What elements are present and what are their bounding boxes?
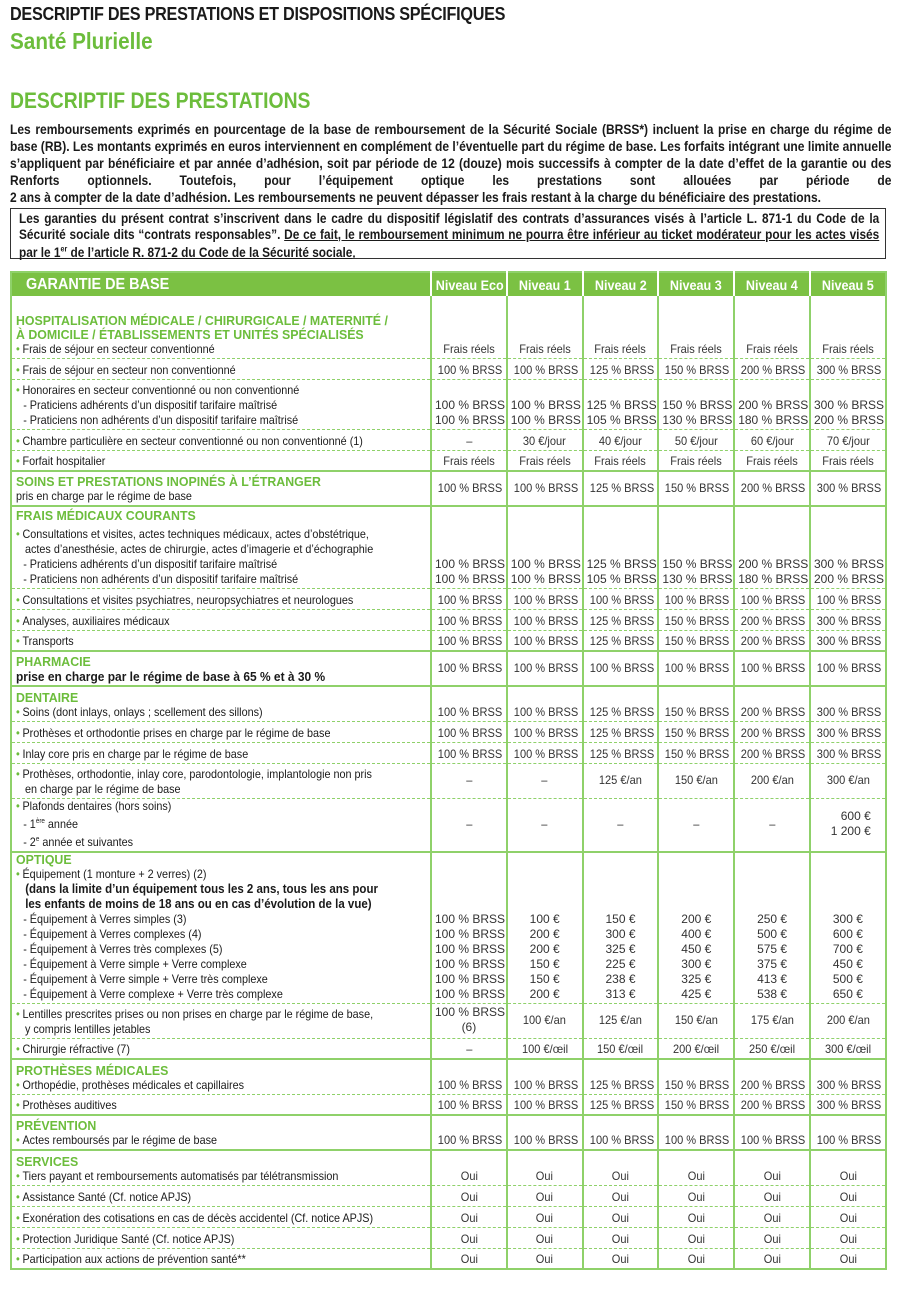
row-label: Actes remboursés par le régime de base (22, 1133, 217, 1147)
category-dentaire: DENTAIRE (16, 689, 79, 705)
bullet-icon: • (16, 433, 20, 448)
table-row: • Prothèses auditives 100 % BRSS 100 % BRSS 125 % BRSS 150 % BRSS 200 % BRSS 300 % BRSS (11, 1094, 886, 1115)
header-level-3: Niveau 3 (658, 272, 734, 296)
bullet-icon: • (16, 1077, 20, 1092)
category-protheses: PROTHÈSES MÉDICALES (16, 1062, 169, 1078)
row-label: Orthopédie, prothèses médicales et capillaires (22, 1077, 245, 1092)
row-sublabel: - Praticiens adhérents d’un dispositif tarifaire maîtrisé (23, 556, 278, 571)
bullet-icon: • (16, 526, 20, 541)
row-label-cont: en charge par le régime de base (25, 781, 181, 796)
table-row: HOSPITALISATION MÉDICALE / CHIRURGICALE / MATERNITÉ / À DOMICILE / ÉTABLISSEMENTS ET UNITÉS SPÉCIALISÉS • Frais de séjour en secteur conventionné Frais réels Frais réels Frais réels Frais réels Frais réels Frais réels (11, 296, 886, 358)
bullet-icon: • (16, 746, 20, 761)
row-sublabel: - Praticiens non adhérents d’un dispositif tarifaire maîtrisé (23, 571, 299, 586)
table-row: • Assistance Santé (Cf. notice APJS) Oui Oui Oui Oui Oui Oui (11, 1185, 886, 1206)
section-title: DESCRIPTIF DES PRESTATIONS (10, 88, 311, 113)
header-level-2: Niveau 2 (583, 272, 659, 296)
row-label: prise en charge par le régime de base à 65 % et à 30 % (16, 669, 326, 684)
table-row: • Prothèses et orthodontie prises en charge par le régime de base 100 % BRSS 100 % BRSS 125 % BRSS 150 % BRSS 200 % BRSS 300 % BRSS (11, 721, 886, 742)
row-label: Prothèses, orthodontie, inlay core, parodontologie, implantologie non pris (22, 766, 372, 781)
bullet-icon: • (16, 362, 20, 377)
table-row: • Inlay core pris en charge par le régime de base 100 % BRSS 100 % BRSS 125 % BRSS 150 % BRSS 200 % BRSS 300 % BRSS (11, 742, 886, 763)
row-sublabel: - Équipement à Verre simple + Verre complexe (23, 956, 247, 971)
table-row: PROTHÈSES MÉDICALES • Orthopédie, prothèses médicales et capillaires 100 % BRSS 100 % BRSS 125 % BRSS 150 % BRSS 200 % BRSS 300 % BRSS (11, 1059, 886, 1094)
row-label: Consultations et visites psychiatres, neuropsychiatres et neurologues (22, 592, 354, 607)
category-services: SERVICES (16, 1153, 79, 1169)
row-label: Plafonds dentaires (hors soins) (22, 798, 172, 813)
row-label: Frais de séjour en secteur non conventionné (22, 362, 236, 377)
notice-end: . (352, 245, 356, 261)
header-level-eco: Niveau Eco (431, 272, 507, 296)
category-pharmacie: PHARMACIE (16, 654, 91, 669)
bullet-icon: • (16, 341, 20, 356)
row-label: Protection Juridique Santé (Cf. notice APJS) (22, 1231, 235, 1246)
table-row: • Plafonds dentaires (hors soins) - 1ère année - 2e année et suivantes – – – – – 600 € 1 200 € (11, 798, 886, 852)
bullet-icon: • (16, 1042, 20, 1056)
row-label: Transports (22, 634, 74, 648)
row-sublabel: - Équipement à Verre simple + Verre très complexe (23, 971, 268, 986)
table-row: SERVICES • Tiers payant et remboursements automatisés par télétransmission Oui Oui Oui Oui Oui Oui (11, 1150, 886, 1185)
bullet-icon: • (16, 766, 20, 781)
row-label: Honoraires en secteur conventionné ou non conventionné (22, 382, 300, 397)
row-label-cont: actes d’anesthésie, actes de chirurgie, actes d’imagerie et d’échographie (25, 541, 374, 556)
row-sublabel: - Praticiens adhérents d’un dispositif tarifaire maîtrisé (23, 397, 278, 412)
table-row: • Lentilles prescrites prises ou non prises en charge par le régime de base, y compris lentilles jetables 100 % BRSS (6) 100 €/an 125 €/an 150 €/an 175 €/an 200 €/an (11, 1003, 886, 1038)
row-sublabel: - Équipement à Verres complexes (4) (23, 926, 202, 941)
product-name: Santé Plurielle (10, 28, 153, 54)
table-row: • Honoraires en secteur conventionné ou non conventionné - Praticiens adhérents d’un dispositif tarifaire maîtrisé - Praticiens non adhérents d’un dispositif tarifaire maîtrisé 100 % BRSS 100 % BRSS 100 % BRSS 100 % BRSS 125 % BRSS 105 % BRSS 150 % BRSS 130 % BRSS 200 % BRSS 180 % BRSS 300 % BRSS 200 % BRSS (11, 379, 886, 429)
bullet-icon: • (16, 704, 20, 719)
bullet-icon: • (16, 1098, 20, 1112)
bullet-icon: • (16, 1231, 20, 1246)
table-row: • Chirurgie réfractive (7) – 100 €/œil 150 €/œil 200 €/œil 250 €/œil 300 €/œil (11, 1038, 886, 1059)
table-row: PRÉVENTION • Actes remboursés par le régime de base 100 % BRSS 100 % BRSS 100 % BRSS 100 % BRSS 100 % BRSS 100 % BRSS (11, 1115, 886, 1150)
row-label-cont: y compris lentilles jetables (25, 1021, 151, 1036)
table-row: • Participation aux actions de prévention santé** Oui Oui Oui Oui Oui Oui (11, 1248, 886, 1269)
category-prevention: PRÉVENTION (16, 1118, 97, 1133)
row-sublabel: - Équipement à Verre complexe + Verre très complexe (23, 986, 283, 1001)
header-garantie: GARANTIE DE BASE (11, 272, 431, 296)
bullet-icon: • (16, 725, 20, 740)
row-label: Prothèses auditives (22, 1098, 117, 1112)
row-label: pris en charge par le régime de base (16, 489, 192, 503)
row-label: Exonération des cotisations en cas de décès accidentel (Cf. notice APJS) (22, 1210, 374, 1225)
table-row: • Consultations et visites psychiatres, neuropsychiatres et neurologues 100 % BRSS 100 % BRSS 100 % BRSS 100 % BRSS 100 % BRSS 100 % BRSS (11, 588, 886, 609)
row-label: Frais de séjour en secteur conventionné (22, 341, 215, 356)
row-label: Inlay core pris en charge par le régime de base (22, 746, 249, 761)
row-label: Chambre particulière en secteur conventionné ou non conventionné (1) (22, 433, 363, 448)
intro-paragraph (10, 121, 891, 206)
table-row: • Protection Juridique Santé (Cf. notice APJS) Oui Oui Oui Oui Oui Oui (11, 1227, 886, 1248)
bullet-icon: • (16, 1252, 20, 1266)
table-header-row (11, 272, 886, 296)
row-label: Consultations et visites, actes techniques médicaux, actes d’obstétrique, (22, 526, 369, 541)
row-label: Assistance Santé (Cf. notice APJS) (22, 1189, 192, 1204)
table-row: DENTAIRE • Soins (dont inlays, onlays ; scellement des sillons) 100 % BRSS 100 % BRSS 125 % BRSS 150 % BRSS 200 % BRSS 300 % BRSS (11, 686, 886, 721)
row-note: (dans la limite d’un équipement tous les 2 ans, tous les ans pour (25, 881, 378, 896)
document-title: DESCRIPTIF DES PRESTATIONS ET DISPOSITIONS SPÉCIFIQUES (10, 4, 506, 24)
notice-text: Les garanties du présent contrat s’inscrivent dans le cadre du dispositif législatif des contrats d’assurances visés à l’article L. 871-1 du Code de la Sécurité sociale dits “contrats responsables”. (19, 211, 880, 242)
table-row: • Analyses, auxiliaires médicaux 100 % BRSS 100 % BRSS 125 % BRSS 150 % BRSS 200 % BRSS 300 % BRSS (11, 609, 886, 630)
row-label: Chirurgie réfractive (7) (22, 1042, 130, 1056)
category-hospitalisation-line2: À DOMICILE / ÉTABLISSEMENTS ET UNITÉS SPÉCIALISÉS (16, 326, 364, 342)
category-optique: OPTIQUE (16, 851, 72, 867)
category-hospitalisation: HOSPITALISATION MÉDICALE / CHIRURGICALE / MATERNITÉ / (16, 312, 388, 328)
category-frais-medicaux: FRAIS MÉDICAUX COURANTS (16, 507, 196, 523)
row-sublabel: - Équipement à Verres simples (3) (23, 911, 187, 926)
table-row: • Transports 100 % BRSS 100 % BRSS 125 % BRSS 150 % BRSS 200 % BRSS 300 % BRSS (11, 630, 886, 651)
bullet-icon: • (16, 454, 20, 468)
row-label: Participation aux actions de prévention santé** (22, 1252, 246, 1266)
table-row: SOINS ET PRESTATIONS INOPINÉS À L’ÉTRANGER pris en charge par le régime de base 100 % BRSS 100 % BRSS 125 % BRSS 150 % BRSS 200 % BRSS 300 % BRSS (11, 471, 886, 506)
intro-text: Les remboursements exprimés en pourcentage de la base de remboursement de la Sécurité Sociale (BRSS*) incluent la prise en charge du régime de base (RB). Les montants exprimés en euros interviennent en complément de l’éventuelle part du régime de base. Les forfaits intégrant une limite annuelle s’appliquent par bénéficiaire et par année d’adhésion, soit par période de 12 (douze) mois successifs à compter de la date d’effet de la garantie ou des Renforts optionnels. Toutefois, pour l’équipement optique les prestations sont allouées par période de (10, 122, 892, 188)
table-row: • Prothèses, orthodontie, inlay core, parodontologie, implantologie non pris en charge par le régime de base – – 125 €/an 150 €/an 200 €/an 300 €/an (11, 763, 886, 798)
bullet-icon: • (16, 1210, 20, 1225)
row-label: Tiers payant et remboursements automatisés par télétransmission (22, 1168, 339, 1183)
table-row: OPTIQUE • Équipement (1 monture + 2 verres) (2) (dans la limite d’un équipement tous les 2 ans, tous les ans pour les enfants de moins de 18 ans ou en cas d’évolution de la vue) - Équipement à Verres simples (3) - Équipement à Verres complexes (4) - Équipement à Verres très complexes (5) - Équipement à Verre simple + Verre complexe - Équipement à Verre simple + Verre très complexe - Équipement à Verre complexe + Verre très complexe 100 % BRSS 100 % BRSS 100 % BRSS 100 % BRSS 100 % BRSS 100 % BRSS 100 € 200 € 200 € 150 € 150 € 200 € 150 € 300 € 325 € 225 € 238 € 313 € 200 € 400 € 450 € 300 € 325 € 425 € 250 € 500 € 575 € 375 € 413 € 538 € 300 € 600 € 700 € 450 € 500 € 650 € (11, 852, 886, 1004)
row-note: les enfants de moins de 18 ans ou en cas d’évolution de la vue) (25, 896, 372, 911)
table-row: • Chambre particulière en secteur conventionné ou non conventionné (1) – 30 €/jour 40 €/jour 50 €/jour 60 €/jour 70 €/jour (11, 429, 886, 450)
notice-underlined-1: De ce fait, le remboursement minimum ne pourra être inférieur au ticket modérateur pour les actes visés par le 1 (19, 226, 880, 261)
row-label: Forfait hospitalier (22, 454, 106, 468)
notice-underlined-2: de l’article R. 871-2 du Code de la Sécurité sociale (67, 245, 353, 261)
bullet-icon: • (16, 1006, 20, 1021)
table-row: • Forfait hospitalier Frais réels Frais réels Frais réels Frais réels Frais réels Frais réels (11, 450, 886, 471)
row-label: Prothèses et orthodontie prises en charge par le régime de base (22, 725, 331, 740)
header-level-1: Niveau 1 (507, 272, 583, 296)
bullet-icon: • (16, 613, 20, 628)
row-sublabel: - Équipement à Verres très complexes (5) (23, 941, 223, 956)
row-label: Équipement (1 monture + 2 verres) (2) (22, 866, 207, 881)
category-etranger: SOINS ET PRESTATIONS INOPINÉS À L’ÉTRANGER (16, 474, 321, 489)
header-level-4: Niveau 4 (734, 272, 810, 296)
bullet-icon: • (16, 592, 20, 607)
notice-superscript: er (60, 245, 68, 254)
bullet-icon: • (16, 798, 20, 813)
row-label: Lentilles prescrites prises ou non prises en charge par le régime de base, (22, 1006, 374, 1021)
bullet-icon: • (16, 634, 20, 648)
row-sublabel: - Praticiens non adhérents d’un dispositif tarifaire maîtrisé (23, 412, 299, 427)
bullet-icon: • (16, 382, 20, 397)
bullet-icon: • (16, 1133, 20, 1147)
bullet-icon: • (16, 1168, 20, 1183)
row-label: Analyses, auxiliaires médicaux (22, 613, 170, 628)
table-row: • Exonération des cotisations en cas de décès accidentel (Cf. notice APJS) Oui Oui Oui Oui Oui Oui (11, 1206, 886, 1227)
bullet-icon: • (16, 866, 20, 881)
table-row: FRAIS MÉDICAUX COURANTS • Consultations et visites, actes techniques médicaux, actes d’obstétrique, actes d’anesthésie, actes de chirurgie, actes d’imagerie et d’échographie - Praticiens adhérents d’un dispositif tarifaire maîtrisé - Praticiens non adhérents d’un dispositif tarifaire maîtrisé 100 % BRSS 100 % BRSS 100 % BRSS 100 % BRSS 125 % BRSS 105 % BRSS 150 % BRSS 130 % BRSS 200 % BRSS 180 % BRSS 300 % BRSS 200 % BRSS (11, 506, 886, 588)
intro-text-last-line: 2 ans à compter de la date d’adhésion. Les remboursements ne peuvent dépasser les frais restant à la charge du bénéficiaire des prestations. (10, 190, 822, 205)
table-row: • Frais de séjour en secteur non conventionné 100 % BRSS 100 % BRSS 125 % BRSS 150 % BRSS 200 % BRSS 300 % BRSS (11, 358, 886, 379)
table-row: PHARMACIE prise en charge par le régime de base à 65 % et à 30 % 100 % BRSS 100 % BRSS 100 % BRSS 100 % BRSS 100 % BRSS 100 % BRSS (11, 651, 886, 686)
bullet-icon: • (16, 1189, 20, 1204)
benefits-table (10, 271, 887, 1270)
header-level-5: Niveau 5 (810, 272, 886, 296)
legal-notice-box (10, 208, 886, 259)
row-label: Soins (dont inlays, onlays ; scellement des sillons) (22, 704, 263, 719)
